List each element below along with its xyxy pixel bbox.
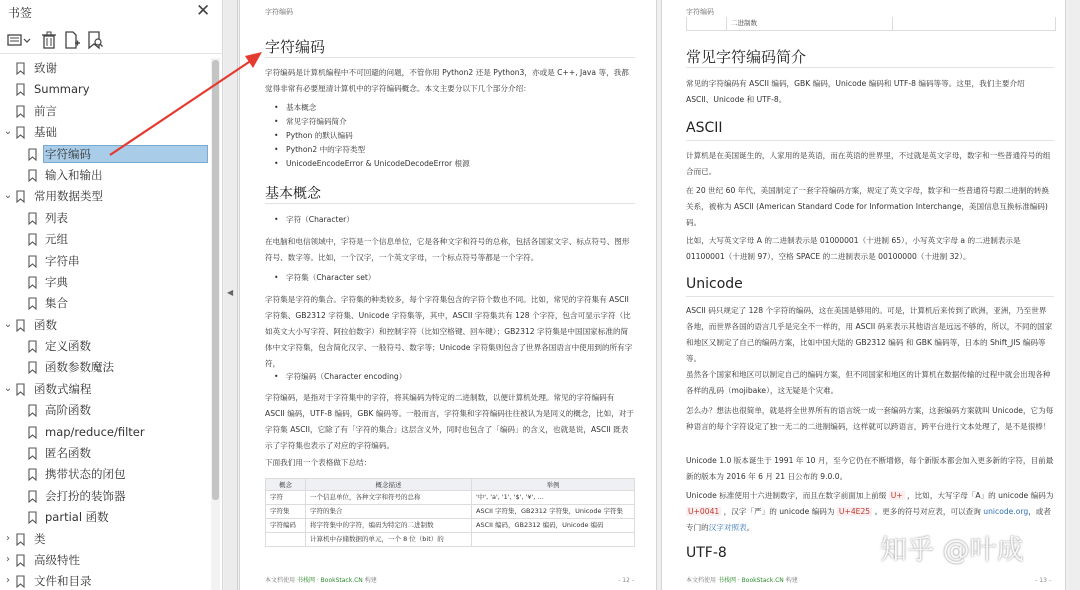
- page-header: 字符编码: [265, 8, 293, 16]
- bookmark-icon: [16, 533, 25, 546]
- bookmark-label: 前言: [34, 103, 57, 118]
- paragraph-unicode-2: 虽然各个国家和地区可以制定自己的编码方案，但不同国家和地区的计算机在数据传输的过程中就会出现各种各样的乱码（mojibake），这无疑是个灾难。: [686, 370, 1051, 395]
- pdf-page-13: [661, 0, 1066, 590]
- bookmark-item[interactable]: [0, 400, 210, 421]
- unicode-org-link[interactable]: unicode.org: [983, 507, 1029, 516]
- bookmark-item[interactable]: [0, 422, 210, 443]
- divider: [265, 57, 635, 58]
- bullet-character: • 字符（Character）: [274, 213, 634, 227]
- bookmark-search-icon[interactable]: [86, 30, 104, 50]
- bookmark-item[interactable]: [0, 144, 210, 165]
- bookmark-item[interactable]: [0, 229, 210, 250]
- bookmark-icon: [16, 554, 25, 567]
- bookmark-item[interactable]: [0, 529, 210, 550]
- bookmark-label: 字符串: [45, 253, 80, 268]
- bookmark-icon: [16, 83, 25, 96]
- table-cell: 一个信息单位，各种文字和符号的总称: [306, 491, 472, 505]
- bookmark-item[interactable]: [0, 507, 210, 528]
- bookmark-label: 集合: [45, 296, 68, 311]
- bookmark-label: 函数: [34, 317, 57, 332]
- bookmark-item[interactable]: [0, 79, 210, 100]
- sidebar-scroll-thumb[interactable]: [212, 60, 219, 500]
- bookmarks-title: 书签: [8, 6, 33, 20]
- paragraph-ascii-3: 比如，大写英文字母 A 的二进制表示是 01000001（十进制 65），小写英文字母 a 的二进制表示是 01100001（十进制 97），空格 SPACE 的二进制表示是 00100000（十进制 32）。: [686, 236, 1021, 261]
- bookmark-item[interactable]: [0, 336, 210, 357]
- divider: [686, 296, 1054, 297]
- bookmark-item[interactable]: [0, 251, 210, 272]
- table-cell: ASCII 字符集，GB2312 字符集，Unicode 字符集: [472, 505, 635, 519]
- bookmark-item[interactable]: [0, 464, 210, 485]
- collapse-arrow-icon[interactable]: ›: [6, 553, 10, 565]
- toc-item: • Python2 中的字符类型: [274, 143, 634, 157]
- bookmark-item[interactable]: [0, 486, 210, 507]
- table-cell: 字符的集合: [306, 505, 472, 519]
- bookmark-item[interactable]: [0, 315, 210, 336]
- panel-splitter[interactable]: [224, 0, 238, 590]
- bookmark-item[interactable]: [0, 101, 210, 122]
- bookmarks-toolbar: [0, 26, 223, 54]
- bookmark-icon: [16, 319, 25, 332]
- collapse-arrow-icon[interactable]: ›: [6, 532, 10, 544]
- bookmark-icon: [16, 126, 25, 139]
- paragraph-ascii-1: 计算机是在美国诞生的，人家用的是英语，而在英语的世界里，不过就是英文字母，数字和一些普通符号的组合而已。: [686, 151, 1051, 176]
- bookmark-icon: [28, 212, 37, 225]
- page-footer: [265, 575, 377, 584]
- footer-text: 本文档使用: [686, 577, 717, 584]
- bookmark-icon: [28, 511, 37, 524]
- intro-paragraph: 字符编码是计算机编程中不可回避的问题，不管你用 Python2 还是 Python3，亦或是 C++, Java 等，我都觉得非常有必要厘清计算机中的字符编码概念。本文主要分以下几个部分介绍：: [265, 68, 629, 93]
- text: ，汉字「严」的 unicode 编码为: [723, 507, 835, 516]
- collapse-arrow-icon[interactable]: ›: [6, 575, 10, 587]
- close-icon[interactable]: ✕: [196, 1, 211, 21]
- divider: [265, 203, 635, 204]
- add-bookmark-icon[interactable]: [63, 30, 81, 50]
- bookmark-label: 类: [34, 531, 46, 546]
- paragraph-intro: 常见的字符编码有 ASCII 编码，GBK 编码，Unicode 编码和 UTF-8 编码等等。这里，我们主要介绍 ASCII、Unicode 和 UTF-8。: [686, 79, 1025, 104]
- bookmark-item[interactable]: [0, 122, 210, 143]
- table-row: [266, 505, 635, 519]
- bookmarks-panel: [0, 0, 223, 590]
- paragraph-character: 在电脑和电信领域中，字符是一个信息单位，它是各种文字和符号的总称，包括各国家文字、标点符号、图形符号、数字等。比如，一个汉字，一个英文字母，一个标点符号等都是一个字符。: [265, 237, 630, 262]
- table-row: [266, 519, 635, 533]
- bookmark-label: 定义函数: [45, 339, 91, 354]
- bookmark-label: 匿名函数: [45, 446, 91, 461]
- table-row: [266, 533, 635, 547]
- bookmark-icon: [28, 361, 37, 374]
- expand-arrow-icon[interactable]: ⌄: [3, 190, 13, 202]
- bookmark-label: 元组: [45, 232, 68, 247]
- table-cell: ASCII 编码，GB2312 编码，Unicode 编码: [472, 519, 635, 533]
- table-cell: 字符: [266, 491, 306, 505]
- bookmark-label: 函数式编程: [34, 381, 92, 396]
- bullet-encoding: • 字符编码（Character encoding）: [274, 370, 634, 384]
- bookmark-item[interactable]: [0, 550, 210, 571]
- bookmark-label: 字典: [45, 274, 68, 289]
- bullet-charset: • 字符集（Character set）: [274, 271, 634, 285]
- bookmark-label: 致谢: [34, 61, 57, 75]
- table-cell: 二进制数: [727, 17, 893, 31]
- table-cell: 字符集: [266, 505, 306, 519]
- pdf-page-12: [239, 0, 657, 590]
- bookmark-item[interactable]: [0, 357, 210, 378]
- paragraph-encoding: 字符编码，是指对于字符集中的字符，将其编码为特定的二进制数，以便计算机处理。常见的字符编码有 ASCII 编码，UTF-8 编码，GBK 编码等。一般而言，字符集和字符编码往往被认为是同义的概念，比如，对于字符集 ASCII，它除了有「字符的集合」这层含义外，同时也包含了「编码」的含义，也就是说，ASCII 既表示了字符集也表示了对应的字符编码。: [265, 393, 634, 450]
- bookmark-icon: [16, 105, 25, 118]
- bookmark-item[interactable]: [0, 58, 210, 79]
- table-cell: '中', 'a', '1', '$', '¥', …: [472, 491, 635, 505]
- bookmark-icon: [28, 490, 37, 503]
- text: Unicode 标准使用十六进制数字，而且在数字前面加上前缀: [686, 491, 887, 500]
- code-snippet: U+: [890, 491, 903, 500]
- text: ，比如，大写字母「A」的 unicode 编码为: [907, 491, 1054, 500]
- toc-item: • 基本概念: [274, 101, 634, 115]
- collapse-arrow-icon[interactable]: ◀: [227, 288, 234, 297]
- page-number: - 12 -: [618, 577, 634, 584]
- paragraph-unicode-4: Unicode 1.0 版本诞生于 1991 年 10 月，至今它仍在不断增修，每个新版本都会加入更多新的字符，目前最新的版本为 2016 年 6 月 21 日公布的 9.0.0。: [686, 456, 1054, 481]
- bookmark-icon: [16, 190, 25, 203]
- expand-arrow-icon[interactable]: ⌄: [3, 126, 13, 138]
- expand-arrow-icon[interactable]: ⌄: [3, 318, 13, 330]
- trash-icon[interactable]: [40, 30, 58, 50]
- page-footer: [686, 575, 798, 584]
- footer-text: 构建: [364, 577, 377, 584]
- table-header: 举例: [472, 479, 635, 491]
- bookmark-label: 文件和目录: [34, 574, 92, 589]
- table-intro: 下面我们用一个表格做下总结：: [265, 458, 372, 467]
- bullet: [274, 271, 634, 285]
- page-title: 字符编码: [265, 38, 326, 56]
- paragraph-charset: 字符集是字符的集合。字符集的种类较多，每个字符集包含的字符个数也不同。比如，常见的字符集有 ASCII 字符集、GB2312 字符集、Unicode 字符集等，其中，ASCII 字符集共有 128 个字符，包含可显示字符（比如英文大小写字符、阿拉伯数字）和控制字符（比如空格键、回车键）；GB2312 字符集是中国国家标准的简体中文字符集，包含简化汉字、一般符号、数字等；Unicode 字符集则包含了世界各国语言中使用到的所有字符，: [265, 295, 633, 368]
- sidebar-scrollbar[interactable]: [211, 58, 220, 590]
- bookmark-icon: [28, 233, 37, 246]
- bookmark-label: Summary: [34, 82, 90, 97]
- section-heading-ascii: ASCII: [686, 120, 723, 136]
- bookmark-item[interactable]: [0, 272, 210, 293]
- page-title: 常见字符编码简介: [686, 48, 807, 66]
- table-continued: [686, 17, 1056, 31]
- page-header: 字符编码: [686, 8, 714, 16]
- bookmark-icon: [28, 340, 37, 353]
- bookmark-tree: [0, 58, 210, 590]
- bookmark-icon: [28, 447, 37, 460]
- divider: [686, 140, 1054, 141]
- table-row: [266, 491, 635, 505]
- bookmark-item[interactable]: [0, 208, 210, 229]
- bookmark-item[interactable]: [0, 379, 210, 400]
- table-cell: [472, 533, 635, 547]
- section-heading-utf8: UTF-8: [686, 545, 727, 561]
- bookmark-label: 字符编码: [43, 145, 208, 163]
- bookmark-label: 高阶函数: [45, 403, 91, 418]
- bookmark-label: 函数参数魔法: [45, 360, 114, 375]
- bookmark-label: 基础: [34, 125, 57, 140]
- bookmark-item[interactable]: [0, 165, 210, 186]
- bookmark-item[interactable]: [0, 293, 210, 314]
- paragraph-ascii-2: 在 20 世纪 60 年代，美国制定了一套字符编码方案，规定了英文字母，数字和一些普通符号跟二进制的转换关系，被称为 ASCII (American Standard Code for Information Interchange，美国信息互换标准编码) 码。: [686, 186, 1050, 227]
- bookmark-item[interactable]: [0, 443, 210, 464]
- bookmark-item[interactable]: [0, 186, 210, 207]
- table-header: 概念: [266, 479, 306, 491]
- footer-text: 本文档使用: [265, 577, 296, 584]
- bullet: [274, 213, 634, 227]
- bookmark-label: partial 函数: [45, 510, 109, 525]
- bookmark-item[interactable]: [0, 571, 210, 590]
- divider: [686, 67, 1054, 68]
- bookmark-icon: [16, 575, 25, 588]
- table-cell: 计算机中存储数据的单元，一个 8 位（bit）的: [306, 533, 472, 547]
- footer-site-link[interactable]: 书栈网 · BookStack.CN: [296, 577, 363, 584]
- document-scrollbar[interactable]: [1068, 0, 1080, 590]
- bookmark-icon: [16, 383, 25, 396]
- section-heading-unicode: Unicode: [686, 276, 743, 292]
- code-snippet: U+0041: [688, 507, 720, 516]
- paragraph-unicode-1: ASCII 码只规定了 128 个字符的编码，这在美国是够用的。可是，计算机后来传到了欧洲，亚洲，乃至世界各地，而世界各国的语言几乎是完全不一样的，用 ASCII 码来表示其他语言是远远不够的，所以，不同的国家和地区又制定了自己的编码方案，比如中国大陆的 GB2312 编码 和 GBK 编码等，日本的 Shift_JIS 编码等等。: [686, 306, 1053, 363]
- watermark-text: 知乎 @叶成: [880, 535, 1024, 566]
- bookmark-label: 列表: [45, 210, 68, 225]
- bookmark-label: 携带状态的闭包: [45, 467, 126, 482]
- toc-item: • Python 的默认编码: [274, 129, 634, 143]
- bookmark-icon: [28, 468, 37, 481]
- summary-table: [265, 478, 635, 547]
- bookmark-icon: [28, 169, 37, 182]
- bookmark-label: 会打扮的装饰器: [45, 488, 126, 503]
- bookmark-icon: [28, 426, 37, 439]
- bookmark-label: 输入和输出: [45, 167, 103, 182]
- options-menu-icon[interactable]: [6, 30, 32, 50]
- table-cell: [266, 533, 306, 547]
- footer-text: 构建: [785, 577, 798, 584]
- text: 。更多的符号对应表，可以查询: [874, 507, 981, 516]
- paragraph-unicode-3: 怎么办？想法也很简单，就是将全世界所有的语言统一成一套编码方案，这套编码方案就叫 Unicode，它为每种语言的每个字符设定了独一无二的二进制编码，这样就可以跨语言，跨平台进行文本处理了，是不是很棒！: [686, 406, 1054, 431]
- chinese-table-link[interactable]: 汉字对照表: [708, 523, 747, 532]
- text: ，或者专门的: [686, 507, 1051, 532]
- table-header: 概念描述: [306, 479, 472, 491]
- toc-list: [274, 101, 634, 171]
- bookmark-icon: [28, 297, 37, 310]
- page-number: - 13 -: [1035, 577, 1051, 584]
- table-cell: 将字符集中的字符，编码为特定的二进制数: [306, 519, 472, 533]
- section-heading: 基本概念: [265, 186, 321, 202]
- bookmark-icon: [16, 62, 25, 75]
- bookmark-icon: [28, 276, 37, 289]
- bookmark-label: map/reduce/filter: [45, 424, 145, 439]
- footer-site-link[interactable]: 书栈网 · BookStack.CN: [717, 577, 784, 584]
- bookmark-icon: [28, 255, 37, 268]
- bullet: [274, 370, 634, 384]
- expand-arrow-icon[interactable]: ⌄: [3, 382, 13, 394]
- bookmark-icon: [28, 404, 37, 417]
- bookmark-label: 高级特性: [34, 552, 80, 567]
- toc-item: • UnicodeEncodeError & UnicodeDecodeError 根源: [274, 157, 634, 171]
- bookmark-icon: [28, 148, 37, 161]
- bookmark-label: 常用数据类型: [34, 189, 103, 204]
- toc-item: • 常见字符编码简介: [274, 115, 634, 129]
- code-snippet: U+4E25: [838, 507, 871, 516]
- table-cell: 字符编码: [266, 519, 306, 533]
- text: 。: [746, 523, 755, 532]
